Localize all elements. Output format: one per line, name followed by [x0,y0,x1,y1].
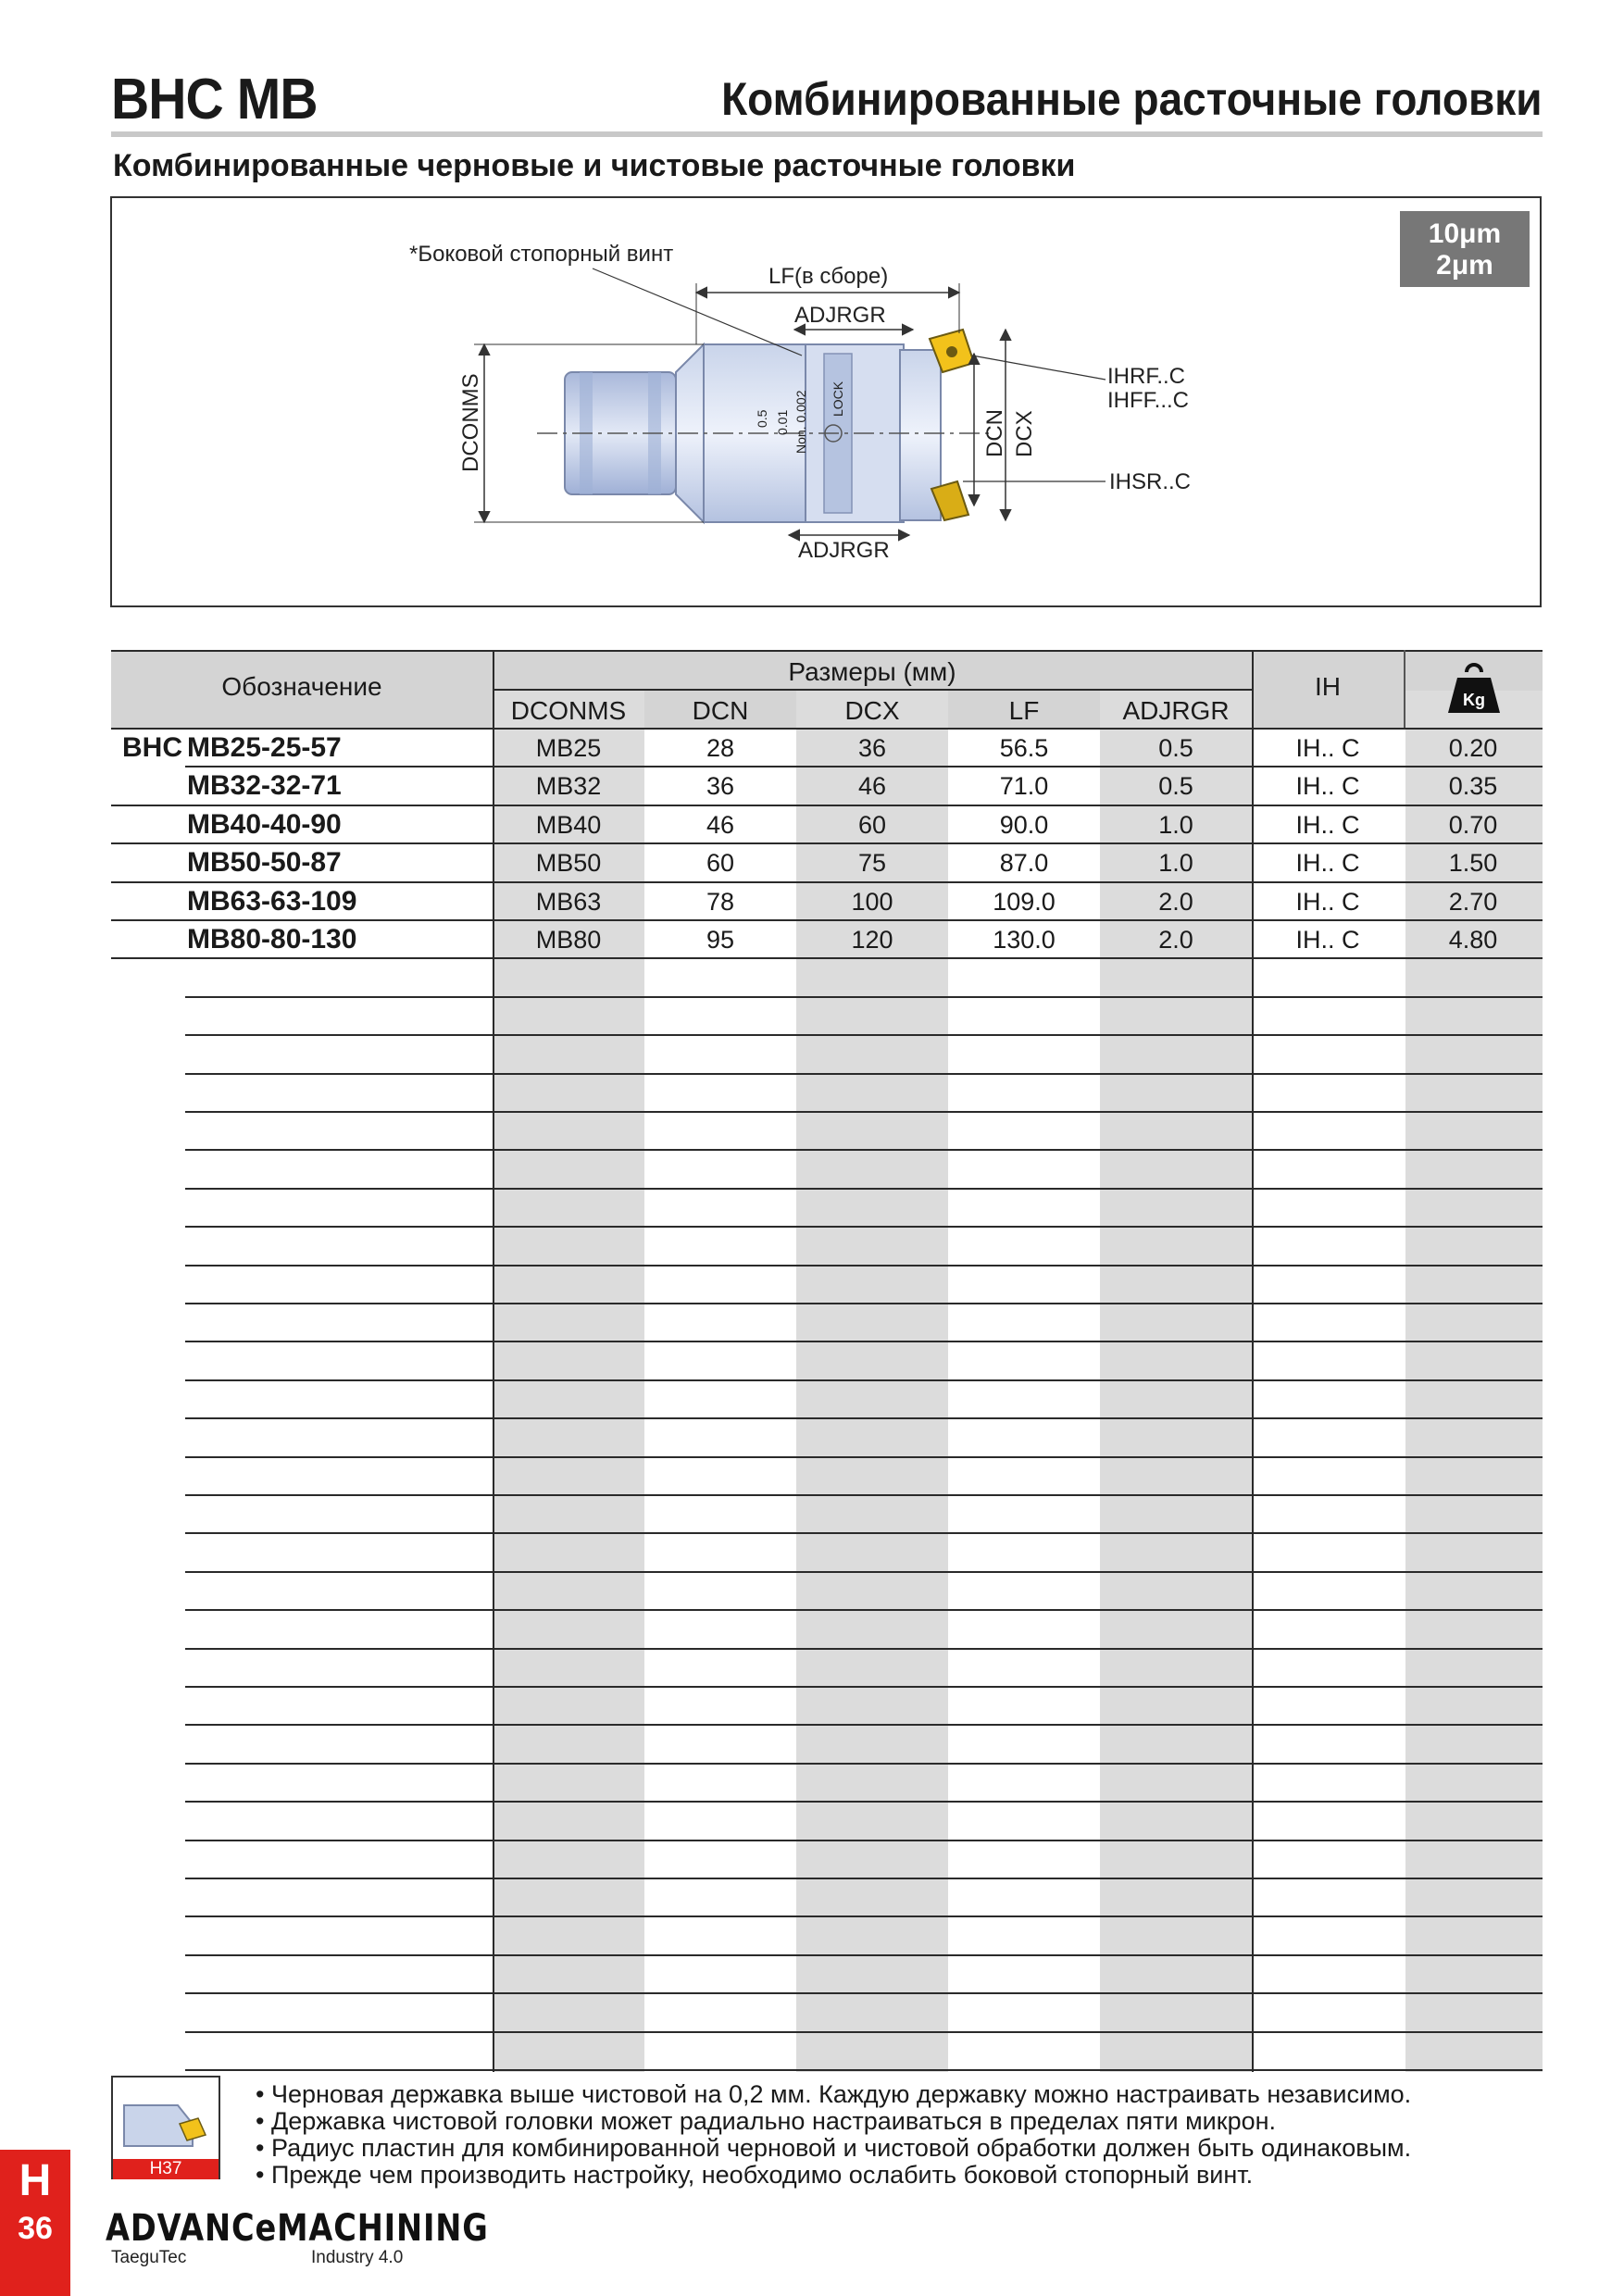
cell-designation: MB40-40-90 [187,808,342,840]
label-side-screw: *Боковой стопорный винт [409,242,674,267]
boring-tool-icon [113,2078,219,2161]
row-divider [185,2069,1543,2071]
tool-drawing [0,0,1624,648]
cell-weight: 4.80 [1448,926,1498,954]
row-divider [185,1686,1543,1688]
page-subtitle: Комбинированные черновые и чистовые расточные головки [113,148,1076,183]
cell-weight: 0.70 [1448,810,1498,839]
note-text: Черновая державка выше чистовой на 0,2 мм. Каждую державку можно настраивать независимо. [270,2080,1412,2108]
cell-ih: IH.. C [1295,849,1360,878]
cell-dcn: 60 [706,849,735,878]
brand-logo [106,2207,561,2250]
header-col-adjrgr: ADJRGR [1122,696,1230,725]
section-letter: H [19,2156,52,2205]
note-bullet: • [256,2134,265,2162]
row-divider [185,1226,1543,1228]
note-item [256,2081,1411,2108]
row-divider [185,1648,1543,1650]
header-dimensions: Размеры (мм) [788,657,956,686]
cell-ih: IH.. C [1295,734,1360,762]
cell-dcx: 100 [851,887,893,916]
weight-kg-icon [1446,663,1502,717]
row-divider [185,1341,1543,1342]
dim-lf: LF(в сборе) [768,264,889,289]
label-ihrf: IHRF..C [1107,364,1185,389]
row-divider [185,1073,1543,1075]
label-ihff: IHFF...C [1107,388,1189,413]
dim-dcx: DCX [1012,410,1037,457]
row-divider [185,1456,1543,1458]
tolerance-coarse: 10μm [1428,218,1502,249]
cell-lf: 109.0 [993,887,1056,916]
body-text-lock: LOCK [831,381,845,417]
cell-designation: MB63-63-109 [187,885,357,917]
note-item [256,2162,1411,2189]
cell-dcx: 46 [857,772,887,801]
row-divider [185,1188,1543,1190]
body-text-05: 0.5 [755,409,769,428]
cell-weight: 1.50 [1448,849,1498,878]
cell-dcn: 95 [706,926,735,954]
cell-designation: MB50-50-87 [187,847,342,879]
brand-tagline: Industry 4.0 [311,2248,404,2267]
cell-lf: 87.0 [999,849,1049,878]
cell-adjrgr: 0.5 [1158,772,1193,801]
cell-dconms: MB32 [535,772,602,801]
row-divider [185,1034,1543,1036]
cell-adjrgr: 0.5 [1158,734,1193,762]
cell-dconms: MB25 [535,734,602,762]
notes-list [256,2081,1411,2189]
cell-lf: 90.0 [999,810,1049,839]
row-divider [185,1571,1543,1573]
tolerance-fine: 2μm [1436,250,1493,281]
cell-lf: 71.0 [999,772,1049,801]
note-bullet: • [256,2080,265,2108]
cell-lf: 56.5 [999,734,1049,762]
cell-dcn: 78 [706,887,735,916]
note-text: Прежде чем производить настройку, необходимо ослабить боковой стопорный винт. [270,2161,1254,2189]
cell-ih: IH.. C [1295,926,1360,954]
label-ihsr: IHSR..C [1109,469,1192,494]
cell-lf: 130.0 [993,926,1056,954]
note-text: Державка чистовой головки может радиально настраиваться в пределах пяти микрон. [270,2107,1277,2135]
row-divider [185,1417,1543,1419]
row-divider [111,957,1543,959]
header-col-dconms: DCONMS [510,696,627,725]
cell-weight: 0.20 [1448,734,1498,762]
row-divider [185,1724,1543,1726]
cell-dcx: 36 [857,734,887,762]
row-divider [185,1840,1543,1841]
cell-designation: MB32-32-71 [187,770,342,802]
cell-weight: 0.35 [1448,772,1498,801]
cell-designation: MB25-25-57 [187,732,342,763]
row-divider [185,1763,1543,1765]
row-divider [185,1801,1543,1803]
row-divider [185,1303,1543,1304]
row-divider [185,1878,1543,1879]
cell-dcx: 60 [857,810,887,839]
cell-ih: IH.. C [1295,772,1360,801]
note-bullet: • [256,2161,265,2189]
cell-dconms: MB80 [535,926,602,954]
note-bullet: • [256,2107,265,2135]
designation-prefix: BHC [122,732,182,763]
note-text: Радиус пластин для комбинированной черновой и чистовой обработки должен быть одинаковым. [270,2134,1412,2162]
cell-adjrgr: 1.0 [1158,810,1193,839]
header-col-dcn: DCN [692,696,749,725]
row-divider [185,1379,1543,1381]
cell-adjrgr: 2.0 [1158,926,1193,954]
dim-dconms: DCONMS [458,373,483,472]
cell-adjrgr: 1.0 [1158,849,1193,878]
cell-dconms: MB63 [535,887,602,916]
cell-dconms: MB40 [535,810,602,839]
cell-dcn: 28 [706,734,735,762]
dim-dcn: DCN [982,409,1007,457]
note-item [256,2135,1411,2162]
row-divider [185,1992,1543,1994]
header-col-dcx: DCX [844,696,900,725]
body-text-001: 0.01 [775,409,790,435]
cell-dcn: 36 [706,772,735,801]
row-divider [185,996,1543,998]
row-divider [185,1111,1543,1113]
cell-designation: MB80-80-130 [187,924,357,955]
row-divider [185,1915,1543,1917]
cell-dcx: 120 [851,926,893,954]
brand-company: TaeguTec [111,2248,187,2267]
note-item [256,2108,1411,2135]
reference-page-link[interactable]: H37 [113,2159,219,2179]
body-text-non: Non. 0.002 [793,390,808,454]
page-title: Комбинированные расточные головки [721,73,1543,125]
weight-kg-label: Kg [1463,691,1485,709]
cell-adjrgr: 2.0 [1158,887,1193,916]
cell-ih: IH.. C [1295,887,1360,916]
product-code: BHC MB [111,68,318,131]
dim-adjrgr-top: ADJRGR [794,303,886,328]
row-divider [185,1494,1543,1496]
row-divider [185,1609,1543,1611]
cell-dcx: 75 [857,849,887,878]
row-divider [185,1532,1543,1534]
cell-ih: IH.. C [1295,810,1360,839]
cell-dconms: MB50 [535,849,602,878]
brand-logo-text: ADVANCeMACHINING [106,2207,489,2250]
header-designation: Обозначение [221,672,382,701]
row-divider [185,1954,1543,1956]
cell-weight: 2.70 [1448,887,1498,916]
dim-adjrgr-bottom: ADJRGR [798,538,890,563]
row-divider [185,1149,1543,1151]
row-divider [185,1265,1543,1267]
row-divider [185,2031,1543,2033]
spec-table [111,650,1543,2072]
header-ih: IH [1315,672,1341,701]
cell-dcn: 46 [706,810,735,839]
page-number: 36 [18,2211,53,2246]
header-col-lf: LF [1008,696,1040,725]
